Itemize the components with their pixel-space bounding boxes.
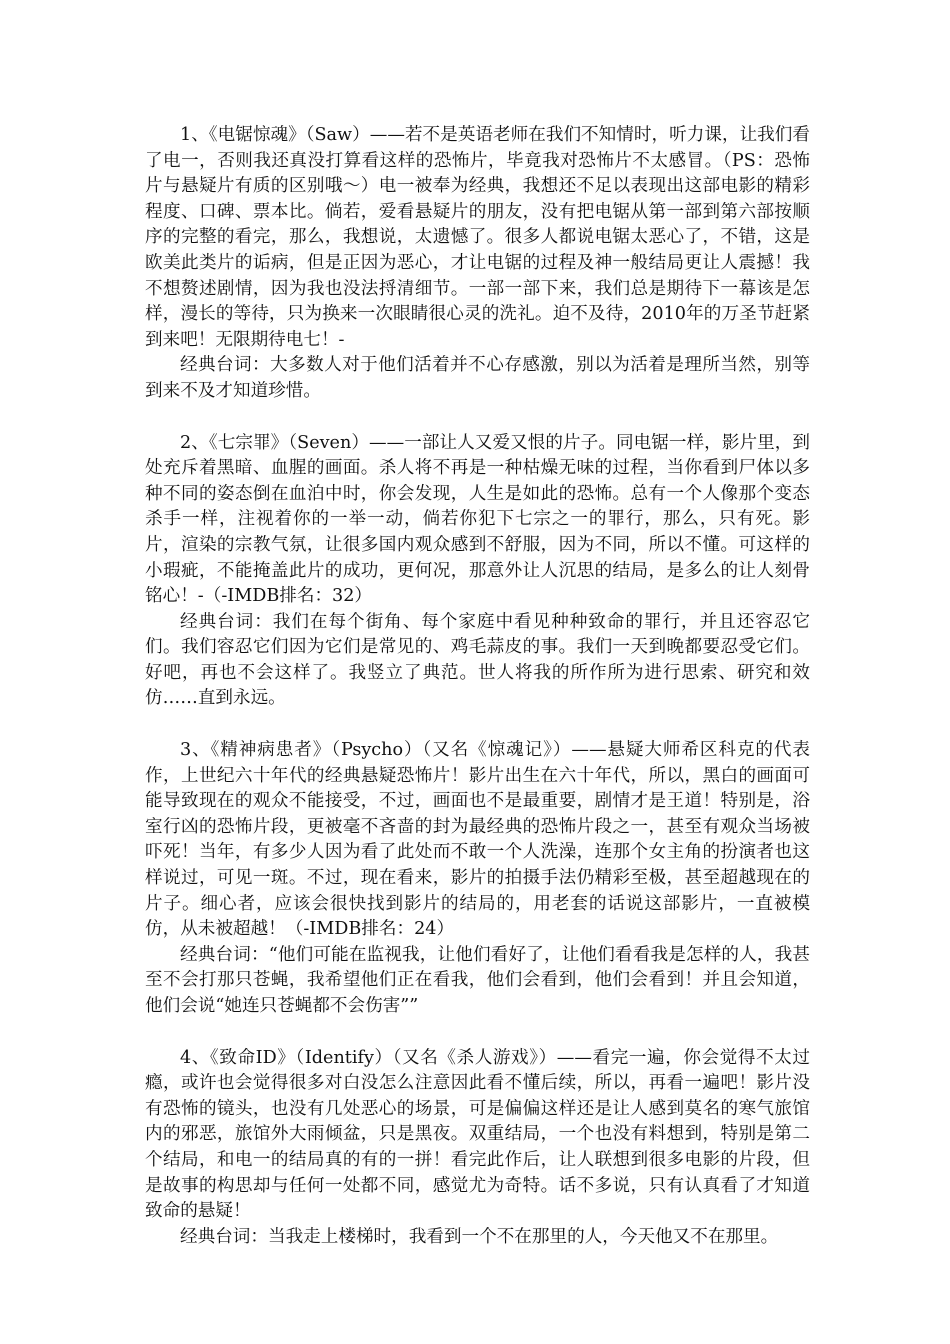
paragraph-identity-quote: 经典台词：当我走上楼梯时，我看到一个不在那里的人，今天他又不在那里。 — [180, 1226, 779, 1247]
paragraph-saw-review: 1、《电锯惊魂》（Saw）——若不是英语老师在我们不知情时，听力课，让我们看了电一，否则我还真没打算看这样的恐怖片，毕竟我对恐怖片不太感冒。（PS：恐怖片与悬疑片有质的区别哦～）电一被奉为经典，我想还不足以表现出这部电影的精彩程度、口碑、票本比。倘若，爱看悬疑片的朋友，没有把电锯从第一部到第六部按顺序的完整的看完，那么，我想说，太遗憾了。很多人都说电锯太恶心了，不错，这是欧美此类片的诟病，但是正因为恶心，才让电锯的过程及神一般结局更让人震撼！我不想赘述剧情，因为我也没法捋清细节。一部一部下来，我们总是期待下一幕该是怎样，漫长的等待，只为换来一次眼睛很心灵的洗礼。迫不及待，2010年的万圣节赶紧到来吧！无限期待电七！- — [145, 125, 810, 350]
section-seven — [145, 431, 810, 713]
section-spacer — [145, 405, 810, 431]
paragraph-identity-review: 4、《致命ID》（Identify）（又名《杀人游戏》）——看完一遍，你会觉得不太过瘾，或许也会觉得很多对白没怎么注意因此看不懂后续，所以，再看一遍吧！影片没有恐怖的镜头，也没有几处恶心的场景，可是偏偏这样还是让人感到莫名的寒气旅馆内的邪恶，旅馆外大雨倾盆，只是黑夜。双重结局，一个也没有料想到，特别是第二个结局，和电一的结局真的有的一拼！看完此作后，让人联想到很多电影的片段，但是故事的构思却与任何一处都不同，感觉尤为奇特。话不多说，只有认真看了才知道致命的悬疑！ — [145, 1047, 810, 1222]
paragraph-psycho-review: 3、《精神病患者》（Psycho）（又名《惊魂记》）——悬疑大师希区科克的代表作，上世纪六十年代的经典悬疑恐怖片！影片出生在六十年代，所以，黑白的画面可能导致现在的观众不能接受，不过，画面也不是最重要，剧情才是王道！特别是，浴室行凶的恐怖片段，更被毫不吝啬的封为最经典的恐怖片段之一，甚至有观众当场被吓死！当年，有多少人因为看了此处而不敢一个人洗澡，连那个女主角的扮演者也这样说过，可见一斑。不过，现在看来，影片的拍摄手法仍精彩至极，甚至超越现在的片子。细心者，应该会很快找到影片的结局的，用老套的话说这部影片，一直被模仿，从未被超越！（-IMDB排名：24） — [145, 740, 810, 940]
section-spacer — [145, 712, 810, 738]
section-spacer — [145, 1020, 810, 1046]
paragraph-seven-review: 2、《七宗罪》（Seven）——一部让人又爱又恨的片子。同电锯一样，影片里，到处充斥着黑暗、血腥的画面。杀人将不再是一种枯燥无味的过程，当你看到尸体以多种不同的姿态倒在血泊中时，你会发现，人生是如此的恐怖。总有一个人像那个变态杀手一样，注视着你的一举一动，倘若你犯下七宗之一的罪行，那么，只有死。影片，渲染的宗教气氛，让很多国内观众感到不舒服，因为不同，所以不懂。可这样的小瑕疵，不能掩盖此片的成功，更何况，那意外让人沉思的结局，是多么的让人刻骨铭心！-（-IMDB排名：32） — [145, 432, 810, 607]
paragraph-psycho-quote: 经典台词：“他们可能在监视我，让他们看好了，让他们看看我是怎样的人，我甚至不会打那只苍蝇，我希望他们正在看我，他们会看到，他们会看到！并且会知道，他们会说“她连只苍蝇都不会伤害”” — [145, 944, 810, 1016]
paragraph-saw-quote: 经典台词：大多数人对于他们活着并不心存感激，别以为活着是理所当然，别等到来不及才知道珍惜。 — [145, 355, 810, 401]
document-body — [145, 123, 810, 1250]
section-identity — [145, 1046, 810, 1251]
section-psycho — [145, 738, 810, 1020]
section-saw — [145, 123, 810, 405]
paragraph-seven-quote: 经典台词：我们在每个街角、每个家庭中看见种种致命的罪行，并且还容忍它们。我们容忍它们因为它们是常见的、鸡毛蒜皮的事。我们一天到晚都要忍受它们。好吧，再也不会这样了。我竖立了典范。世人将我的所作所为进行思索、研究和效仿……直到永远。 — [145, 611, 810, 709]
